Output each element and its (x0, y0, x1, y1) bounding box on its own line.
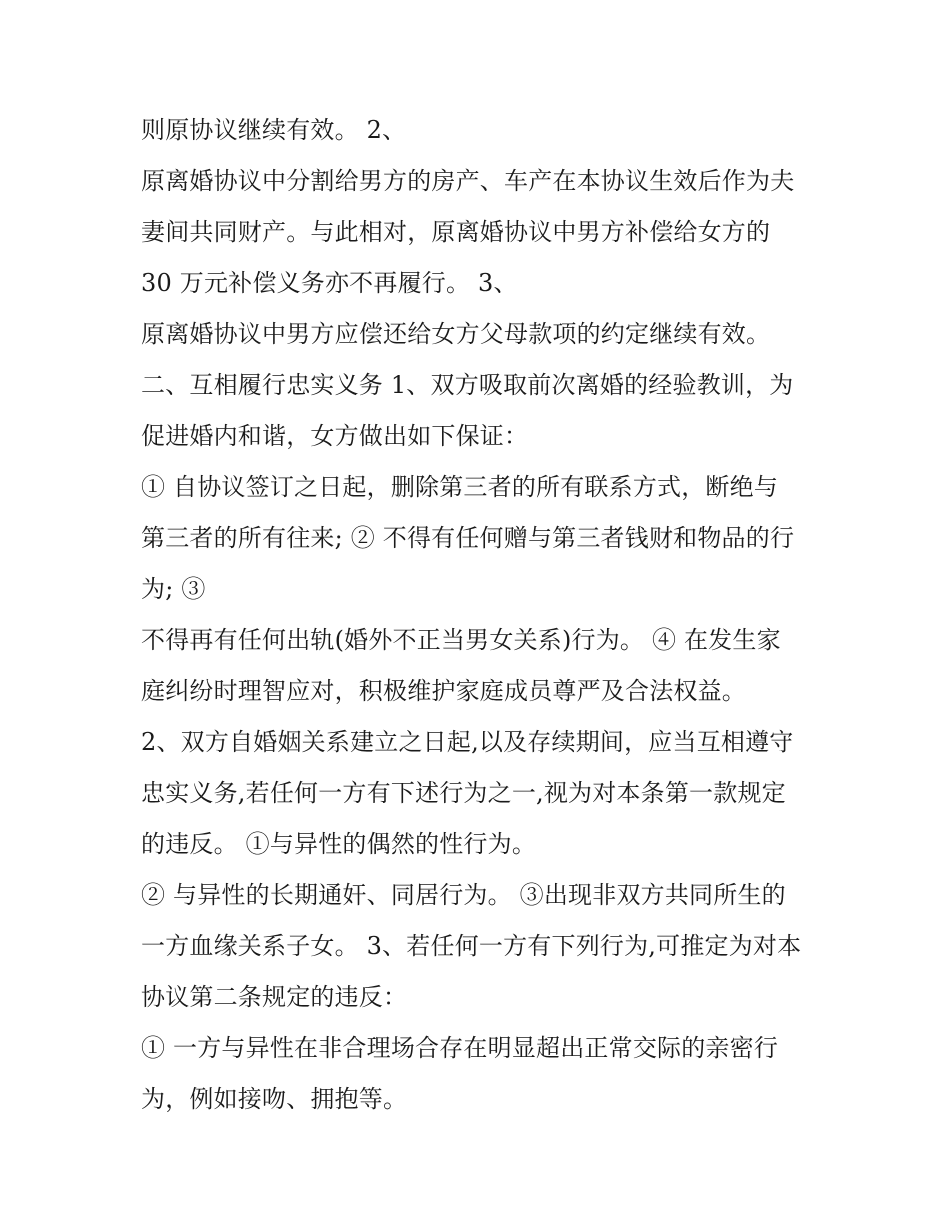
text-line: 妻间共同财产。与此相对，原离婚协议中男方补偿给女方的 (141, 218, 771, 246)
text-line: 忠实义务,若任何一方有下述行为之一,视为对本条第一款规定 (141, 779, 786, 807)
text-line: 则原协议继续有效。 2、 (141, 116, 407, 144)
text-line: 第三者的所有往来; ② 不得有任何赠与第三者钱财和物品的行 (141, 524, 795, 552)
text-line: ① 一方与异性在非合理场合存在明显超出正常交际的亲密行 (141, 1034, 779, 1062)
text-line: 原离婚协议中男方应偿还给女方父母款项的约定继续有效。 (141, 320, 771, 348)
body-text (141, 108, 841, 1128)
text-line: 促进婚内和谐，女方做出如下保证： (141, 422, 529, 450)
text-line: 为; ③ (141, 575, 206, 603)
text-line: 原离婚协议中分割给男方的房产、车产在本协议生效后作为夫 (141, 167, 795, 195)
text-line: 庭纠纷时理智应对，积极维护家庭成员尊严及合法权益。 (141, 677, 746, 705)
text-line: 一方血缘关系子女。 3、若任何一方有下列行为,可推定为对本 (141, 932, 802, 960)
text-line: ② 与异性的长期通奸、同居行为。 ③出现非双方共同所生的 (141, 881, 786, 909)
text-line: 30 万元补偿义务亦不再履行。 3、 (141, 269, 518, 297)
text-line: 协议第二条规定的违反： (141, 983, 408, 1011)
text-line: 2、双方自婚姻关系建立之日起,以及存续期间，应当互相遵守 (141, 728, 794, 756)
text-line: 不得再有任何出轨(婚外不正当男女关系)行为。 ④ 在发生家 (141, 626, 781, 654)
text-line: ① 自协议签订之日起，删除第三者的所有联系方式，断绝与 (141, 473, 779, 501)
text-line: 二、互相履行忠实义务 1、双方吸取前次离婚的经验教训，为 (141, 371, 794, 399)
text-line: 的违反。 ①与异性的偶然的性行为。 (141, 830, 537, 858)
text-line: 为，例如接吻、拥抱等。 (141, 1085, 408, 1113)
